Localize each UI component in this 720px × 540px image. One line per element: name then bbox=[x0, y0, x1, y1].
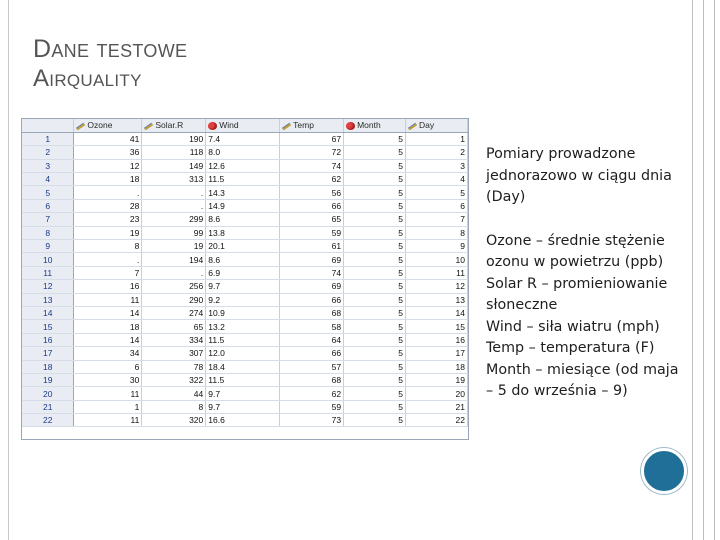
table-cell[interactable]: 23 bbox=[74, 213, 142, 226]
table-row[interactable] bbox=[22, 373, 468, 386]
description-temp: Temp – temperatura (F) bbox=[486, 340, 655, 356]
table-cell[interactable]: 5 bbox=[344, 253, 406, 266]
scale-pencil-icon bbox=[144, 122, 153, 130]
table-cell[interactable]: 8.6 bbox=[206, 253, 280, 266]
row-number[interactable]: 2 bbox=[22, 146, 74, 159]
table-cell[interactable]: 65 bbox=[142, 320, 206, 333]
table-cell[interactable]: 8.0 bbox=[206, 146, 280, 159]
table-cell[interactable]: 290 bbox=[142, 293, 206, 306]
description-wind: Wind – siła wiatru (mph) bbox=[486, 318, 660, 335]
table-cell[interactable]: 194 bbox=[142, 253, 206, 266]
variable-description bbox=[486, 144, 686, 403]
table-cell[interactable]: . bbox=[74, 186, 142, 199]
table-cell[interactable]: 16 bbox=[406, 333, 468, 346]
table-row[interactable] bbox=[22, 186, 468, 199]
column-header-day[interactable] bbox=[406, 119, 468, 132]
table-cell[interactable]: 65 bbox=[280, 213, 344, 226]
table-cell[interactable]: 8 bbox=[406, 226, 468, 239]
table-cell[interactable]: 5 bbox=[344, 387, 406, 400]
table-row[interactable] bbox=[22, 146, 468, 159]
table-cell[interactable]: 66 bbox=[280, 199, 344, 212]
table-cell[interactable]: 274 bbox=[142, 306, 206, 319]
table-cell[interactable]: 6 bbox=[74, 360, 142, 373]
row-number[interactable]: 8 bbox=[22, 226, 74, 239]
scale-pencil-icon bbox=[408, 122, 417, 130]
table-cell[interactable]: 11 bbox=[74, 414, 142, 427]
table-cell[interactable]: 5 bbox=[344, 132, 406, 145]
table-row[interactable] bbox=[22, 306, 468, 319]
table-row[interactable] bbox=[22, 253, 468, 266]
row-number[interactable]: 19 bbox=[22, 373, 74, 386]
table-cell[interactable]: 5 bbox=[406, 186, 468, 199]
table-cell[interactable]: 17 bbox=[406, 347, 468, 360]
description-month: Month – miesiące (od maja – 5 do września – 9) bbox=[486, 361, 679, 399]
table-cell[interactable]: 12 bbox=[406, 280, 468, 293]
table-cell[interactable]: 56 bbox=[280, 186, 344, 199]
table-row[interactable] bbox=[22, 132, 468, 145]
nominal-ball-icon bbox=[208, 122, 217, 130]
table-cell[interactable]: 61 bbox=[280, 240, 344, 253]
row-number[interactable]: 22 bbox=[22, 414, 74, 427]
table-cell[interactable]: 118 bbox=[142, 146, 206, 159]
row-number[interactable]: 17 bbox=[22, 347, 74, 360]
table-cell[interactable]: 11 bbox=[74, 387, 142, 400]
table-cell[interactable]: 16 bbox=[74, 280, 142, 293]
table-cell[interactable]: 78 bbox=[142, 360, 206, 373]
column-header-label: Temp bbox=[293, 120, 314, 131]
table-cell[interactable]: 36 bbox=[74, 146, 142, 159]
table-cell[interactable]: 19 bbox=[142, 240, 206, 253]
table-cell[interactable]: 299 bbox=[142, 213, 206, 226]
table-cell[interactable]: 5 bbox=[344, 199, 406, 212]
table-cell[interactable]: 30 bbox=[74, 373, 142, 386]
table-cell[interactable]: 62 bbox=[280, 387, 344, 400]
table-row[interactable] bbox=[22, 280, 468, 293]
table-row[interactable] bbox=[22, 320, 468, 333]
table-cell[interactable]: 34 bbox=[74, 347, 142, 360]
table-cell[interactable]: 5 bbox=[344, 333, 406, 346]
table-cell[interactable]: 11.5 bbox=[206, 173, 280, 186]
table-cell[interactable]: 5 bbox=[344, 173, 406, 186]
table-cell[interactable]: 8.6 bbox=[206, 213, 280, 226]
table-cell[interactable]: 9.7 bbox=[206, 387, 280, 400]
table-cell[interactable]: 68 bbox=[280, 306, 344, 319]
table-cell[interactable]: 41 bbox=[74, 132, 142, 145]
table-cell[interactable]: 69 bbox=[280, 280, 344, 293]
decorative-circle bbox=[641, 448, 687, 494]
table-cell[interactable]: 14.9 bbox=[206, 199, 280, 212]
nominal-ball-icon bbox=[346, 122, 355, 130]
table-cell[interactable]: 12 bbox=[74, 159, 142, 172]
table-cell[interactable]: 5 bbox=[344, 373, 406, 386]
table-cell[interactable]: 11.5 bbox=[206, 333, 280, 346]
table-cell[interactable]: 74 bbox=[280, 159, 344, 172]
table-cell[interactable]: 59 bbox=[280, 400, 344, 413]
table-cell[interactable]: 18 bbox=[74, 173, 142, 186]
row-number[interactable]: 15 bbox=[22, 320, 74, 333]
table-cell[interactable]: 57 bbox=[280, 360, 344, 373]
table-cell[interactable]: 9 bbox=[406, 240, 468, 253]
table-row[interactable] bbox=[22, 199, 468, 212]
table-cell[interactable]: 5 bbox=[344, 240, 406, 253]
table-cell[interactable]: 69 bbox=[280, 253, 344, 266]
table-cell[interactable]: 99 bbox=[142, 226, 206, 239]
table-row[interactable] bbox=[22, 360, 468, 373]
row-number[interactable]: 16 bbox=[22, 333, 74, 346]
table-cell[interactable]: 13.2 bbox=[206, 320, 280, 333]
table-cell[interactable]: 72 bbox=[280, 146, 344, 159]
table-cell[interactable]: 16.6 bbox=[206, 414, 280, 427]
table-cell[interactable]: 5 bbox=[344, 226, 406, 239]
table-cell[interactable]: 5 bbox=[344, 400, 406, 413]
row-number[interactable]: 14 bbox=[22, 306, 74, 319]
table-cell[interactable]: 9.7 bbox=[206, 280, 280, 293]
column-header-label: Wind bbox=[219, 120, 239, 131]
table-cell[interactable]: 8 bbox=[142, 400, 206, 413]
table-cell[interactable]: 313 bbox=[142, 173, 206, 186]
description-ozone: Ozone – średnie stężenie ozonu w powietrzu (ppb) bbox=[486, 232, 665, 270]
table-cell[interactable]: 14 bbox=[74, 306, 142, 319]
table-cell[interactable]: 10.9 bbox=[206, 306, 280, 319]
table-cell[interactable]: 66 bbox=[280, 347, 344, 360]
table-cell[interactable]: 5 bbox=[344, 320, 406, 333]
row-number[interactable]: 21 bbox=[22, 400, 74, 413]
table-cell[interactable]: 12.0 bbox=[206, 347, 280, 360]
table-cell[interactable]: 1 bbox=[74, 400, 142, 413]
table-cell[interactable]: 22 bbox=[406, 414, 468, 427]
description-intro: Pomiary prowadzone jednorazowo w ciągu dnia (Day) bbox=[486, 146, 672, 205]
table-cell[interactable]: 149 bbox=[142, 159, 206, 172]
column-header-wind[interactable] bbox=[206, 119, 280, 132]
scale-pencil-icon bbox=[282, 122, 291, 130]
column-header-ozone[interactable] bbox=[74, 119, 142, 132]
frame-line-right bbox=[714, 0, 715, 540]
row-number-header[interactable] bbox=[22, 119, 74, 132]
column-header-label: Day bbox=[419, 120, 435, 131]
table-cell[interactable]: 67 bbox=[280, 132, 344, 145]
paragraph-gap bbox=[486, 209, 686, 231]
table-cell[interactable]: 20 bbox=[406, 387, 468, 400]
frame-line-left bbox=[8, 0, 9, 540]
table-cell[interactable]: 7 bbox=[74, 266, 142, 279]
description-solar: Solar R – promieniowanie słoneczne bbox=[486, 275, 668, 313]
table-cell[interactable]: 68 bbox=[280, 373, 344, 386]
table-cell[interactable]: 3 bbox=[406, 159, 468, 172]
table-cell[interactable]: 15 bbox=[406, 320, 468, 333]
table-cell[interactable]: 19 bbox=[74, 226, 142, 239]
table-cell[interactable]: 5 bbox=[344, 360, 406, 373]
table-row[interactable] bbox=[22, 226, 468, 239]
table-cell[interactable]: 66 bbox=[280, 293, 344, 306]
table-row[interactable] bbox=[22, 213, 468, 226]
table-cell[interactable]: 9.7 bbox=[206, 400, 280, 413]
table-header-row bbox=[22, 119, 468, 132]
table-cell[interactable]: 11 bbox=[406, 266, 468, 279]
table-cell[interactable]: 5 bbox=[344, 146, 406, 159]
table-cell[interactable]: 5 bbox=[344, 306, 406, 319]
table-cell[interactable]: 7 bbox=[406, 213, 468, 226]
table-cell[interactable]: 256 bbox=[142, 280, 206, 293]
table-cell[interactable]: 13 bbox=[406, 293, 468, 306]
row-number[interactable]: 12 bbox=[22, 280, 74, 293]
table-row[interactable] bbox=[22, 266, 468, 279]
table-cell[interactable]: 190 bbox=[142, 132, 206, 145]
table-row[interactable] bbox=[22, 293, 468, 306]
table-cell[interactable]: 7.4 bbox=[206, 132, 280, 145]
table-row[interactable] bbox=[22, 159, 468, 172]
table-cell[interactable]: 19 bbox=[406, 373, 468, 386]
table-cell[interactable]: 8 bbox=[74, 240, 142, 253]
table-cell[interactable]: 5 bbox=[344, 266, 406, 279]
column-header-label: Month bbox=[357, 120, 381, 131]
slide-title-line-1: Dane testowe bbox=[33, 35, 188, 63]
slide-title bbox=[33, 34, 187, 94]
table-cell[interactable]: 20.1 bbox=[206, 240, 280, 253]
frame-line-right bbox=[692, 0, 693, 540]
table-cell[interactable]: 6.9 bbox=[206, 266, 280, 279]
table-cell[interactable]: 4 bbox=[406, 173, 468, 186]
table-cell[interactable]: 18.4 bbox=[206, 360, 280, 373]
column-header-temp[interactable] bbox=[280, 119, 344, 132]
column-header-label: Ozone bbox=[87, 120, 113, 131]
table-cell[interactable]: 2 bbox=[406, 146, 468, 159]
scale-pencil-icon bbox=[76, 122, 85, 130]
table-cell[interactable]: 5 bbox=[344, 414, 406, 427]
row-number[interactable]: 20 bbox=[22, 387, 74, 400]
table-cell[interactable]: 12.6 bbox=[206, 159, 280, 172]
table-cell[interactable]: 9.2 bbox=[206, 293, 280, 306]
table-cell[interactable]: 14 bbox=[74, 333, 142, 346]
table-cell[interactable]: 44 bbox=[142, 387, 206, 400]
row-number[interactable]: 9 bbox=[22, 240, 74, 253]
table-cell[interactable]: 14.3 bbox=[206, 186, 280, 199]
column-header-solar-r[interactable] bbox=[142, 119, 206, 132]
table-row[interactable] bbox=[22, 347, 468, 360]
table-row[interactable] bbox=[22, 333, 468, 346]
table-cell[interactable]: 11 bbox=[74, 293, 142, 306]
table-cell[interactable]: 10 bbox=[406, 253, 468, 266]
row-number[interactable]: 5 bbox=[22, 186, 74, 199]
table-row[interactable] bbox=[22, 240, 468, 253]
table-cell[interactable]: 5 bbox=[344, 159, 406, 172]
table-row[interactable] bbox=[22, 173, 468, 186]
row-number[interactable]: 10 bbox=[22, 253, 74, 266]
table-cell[interactable]: 5 bbox=[344, 347, 406, 360]
table-cell[interactable]: 58 bbox=[280, 320, 344, 333]
slide-title-line-2: Airquality bbox=[33, 65, 142, 92]
table-cell[interactable]: 74 bbox=[280, 266, 344, 279]
data-table bbox=[22, 119, 468, 427]
table-cell[interactable]: 5 bbox=[344, 213, 406, 226]
table-cell[interactable]: 62 bbox=[280, 173, 344, 186]
table-cell[interactable]: 322 bbox=[142, 373, 206, 386]
table-cell[interactable]: 18 bbox=[406, 360, 468, 373]
table-cell[interactable]: 5 bbox=[344, 293, 406, 306]
table-cell[interactable]: 21 bbox=[406, 400, 468, 413]
table-cell[interactable]: 64 bbox=[280, 333, 344, 346]
data-grid-screenshot bbox=[21, 118, 469, 440]
row-number[interactable]: 1 bbox=[22, 132, 74, 145]
table-cell[interactable]: 5 bbox=[344, 186, 406, 199]
row-number[interactable]: 7 bbox=[22, 213, 74, 226]
row-number[interactable]: 11 bbox=[22, 266, 74, 279]
row-number[interactable]: 4 bbox=[22, 173, 74, 186]
table-cell[interactable]: . bbox=[142, 186, 206, 199]
table-cell[interactable]: . bbox=[142, 266, 206, 279]
table-cell[interactable]: 14 bbox=[406, 306, 468, 319]
row-number[interactable]: 13 bbox=[22, 293, 74, 306]
row-number[interactable]: 6 bbox=[22, 199, 74, 212]
row-number[interactable]: 18 bbox=[22, 360, 74, 373]
table-cell[interactable]: 28 bbox=[74, 199, 142, 212]
table-row[interactable] bbox=[22, 400, 468, 413]
table-cell[interactable]: 13.8 bbox=[206, 226, 280, 239]
table-cell[interactable]: 73 bbox=[280, 414, 344, 427]
table-cell[interactable]: 11.5 bbox=[206, 373, 280, 386]
table-cell[interactable]: 6 bbox=[406, 199, 468, 212]
column-header-month[interactable] bbox=[344, 119, 406, 132]
table-cell[interactable]: 18 bbox=[74, 320, 142, 333]
table-cell[interactable]: 307 bbox=[142, 347, 206, 360]
table-cell[interactable]: 5 bbox=[344, 280, 406, 293]
table-row[interactable] bbox=[22, 414, 468, 427]
table-cell[interactable]: . bbox=[142, 199, 206, 212]
table-cell[interactable]: 320 bbox=[142, 414, 206, 427]
table-cell[interactable]: . bbox=[74, 253, 142, 266]
table-cell[interactable]: 334 bbox=[142, 333, 206, 346]
frame-line-right bbox=[703, 0, 704, 540]
column-header-label: Solar.R bbox=[155, 120, 184, 131]
row-number[interactable]: 3 bbox=[22, 159, 74, 172]
table-cell[interactable]: 59 bbox=[280, 226, 344, 239]
table-cell[interactable]: 1 bbox=[406, 132, 468, 145]
table-row[interactable] bbox=[22, 387, 468, 400]
